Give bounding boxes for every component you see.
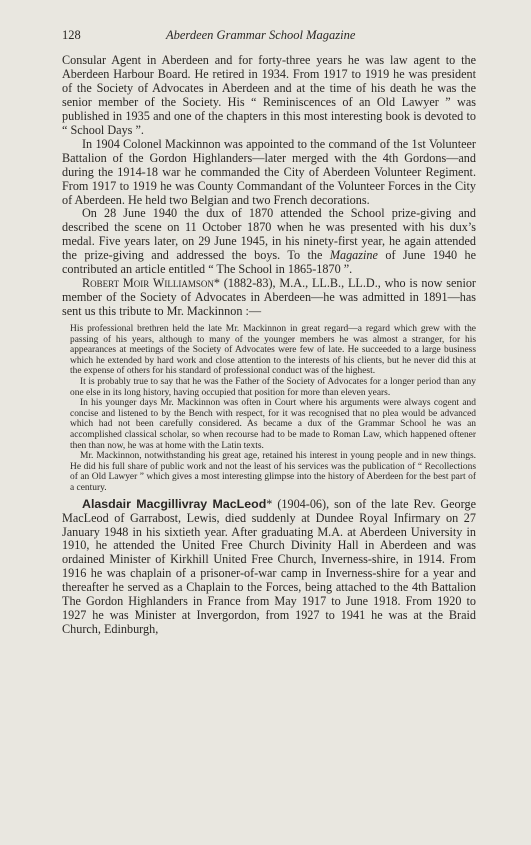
obituary-name: Alasdair Macgillivray MacLeod	[82, 496, 267, 511]
quote-paragraph: His professional brethren held the late Mr. Mackinnon in great regard—a regard which grew with the passing of his years, although to many of the younger members he was almost a stranger, for his appearances at meetings of the Society of Advocates were few of late. He succeeded to a large business which he extended by hard work and close attention to the interests of his clients, but he never did this at the expense of others for his standard of professional conduct was of the highest.	[70, 324, 476, 377]
paragraph-prize-giving	[62, 207, 476, 277]
running-head	[62, 28, 476, 48]
obituary-paragraph	[62, 498, 476, 638]
paragraph-military-service: In 1904 Colonel Mackinnon was appointed to the command of the 1st Volunteer Battalion of the Gordon Highlanders—later merged with the 4th Gordons—and during the 1914-18 war he commanded the City of Aberdeen Volunteer Regiment. From 1917 to 1919 he was County Commandant of the Volunteer Forces in the City of Aberdeen. He held two Belgian and two French decorations.	[62, 136, 476, 207]
quote-paragraph: It is probably true to say that he was the Father of the Society of Advocates for a longer period than any one else in its long history, having occupied that position for more than eleven years.	[70, 377, 476, 398]
prize-giving-text-start: On 28 June 1940 the dux of 1870 attended the School prize-giving and described the scene on 11 October 1870 when he was presented with his dux’s medal. Five years later, on 29 June 1945, in his ninety-first year, he again attended the prize-giving and addressed the boys. To the	[62, 206, 476, 263]
paragraph-consular-agent: Consular Agent in Aberdeen and for forty-three years he was law agent to the Aberdeen Harbour Board. He retired in 1934. From 1917 to 1919 he was president of the Society of Advocates in Aberdeen and at the time of his death he was the senior member of the Society. His “ Reminiscences of an Old Lawyer ” was published in 1935 and one of the chapters in this most interesting book is devoted to “ School Days ”.	[62, 53, 476, 137]
contributor-name: Robert Moir Williamson	[82, 276, 214, 291]
quote-paragraph: In his younger days Mr. Mackinnon was often in Court where his arguments were always cogent and concise and listened to by the Bench with respect, for it was recognised that no plea would be advanced which had not been carefully considered. As became a dux of the Grammar School he was an accomplished classical scholar, so when recourse had to be made to Roman Law, which happened oftener then than now, he was at home with the Latin texts.	[70, 398, 476, 451]
journal-title: Aberdeen Grammar School Magazine	[166, 28, 356, 42]
document-page	[62, 28, 476, 637]
magazine-title: Magazine	[329, 248, 378, 263]
quote-paragraph: Mr. Mackinnon, notwithstanding his great age, retained his interest in young people and in new things. He did his full share of public work and not the least of his services was the publication of “ Recollections of an Old Lawyer ” which gives a most interesting glimpse into the history of Aberdeen for the best part of a century.	[70, 451, 476, 494]
obituary-entry	[62, 498, 476, 638]
page-number: 128	[62, 28, 81, 42]
obituary-text: * (1904-06), son of the late Rev. George MacLeod of Garrabost, Lewis, died suddenly at Dundee Royal Infirmary on 27 January 1948 in his sixtieth year. After graduating M.A. at Aberdeen University in 1910, he attended the United Free Church Divinity Hall in Aberdeen and was ordained Minister of Kirkhill United Free Church, Inverness-shire, in 1914. From 1916 he was chaplain of a prisoner-of-war camp in Inverness-shire for a year and thereafter he served as a Chaplain to the Forces, being attached to the 4th Battalion The Gordon Highlanders in France from May 1917 to June 1918. From 1920 to 1927 he was Minister at Invergordon, from 1927 to 1941 he was at the Braid Church, Edinburgh,	[62, 496, 476, 637]
article-body	[62, 54, 476, 319]
prize-giving-text-end: of June 1940 he contributed an article entitled “ The School in 1865-1870 ”.	[62, 248, 477, 277]
quoted-tribute	[62, 324, 476, 494]
paragraph-williamson-tribute-intro	[62, 277, 476, 319]
tribute-intro-text: * (1882-83), M.A., LL.B., LL.D., who is now senior member of the Society of Advocates in Aberdeen—he was admitted in 1891—has sent us this tribute to Mr. Mackinnon :—	[62, 276, 476, 319]
